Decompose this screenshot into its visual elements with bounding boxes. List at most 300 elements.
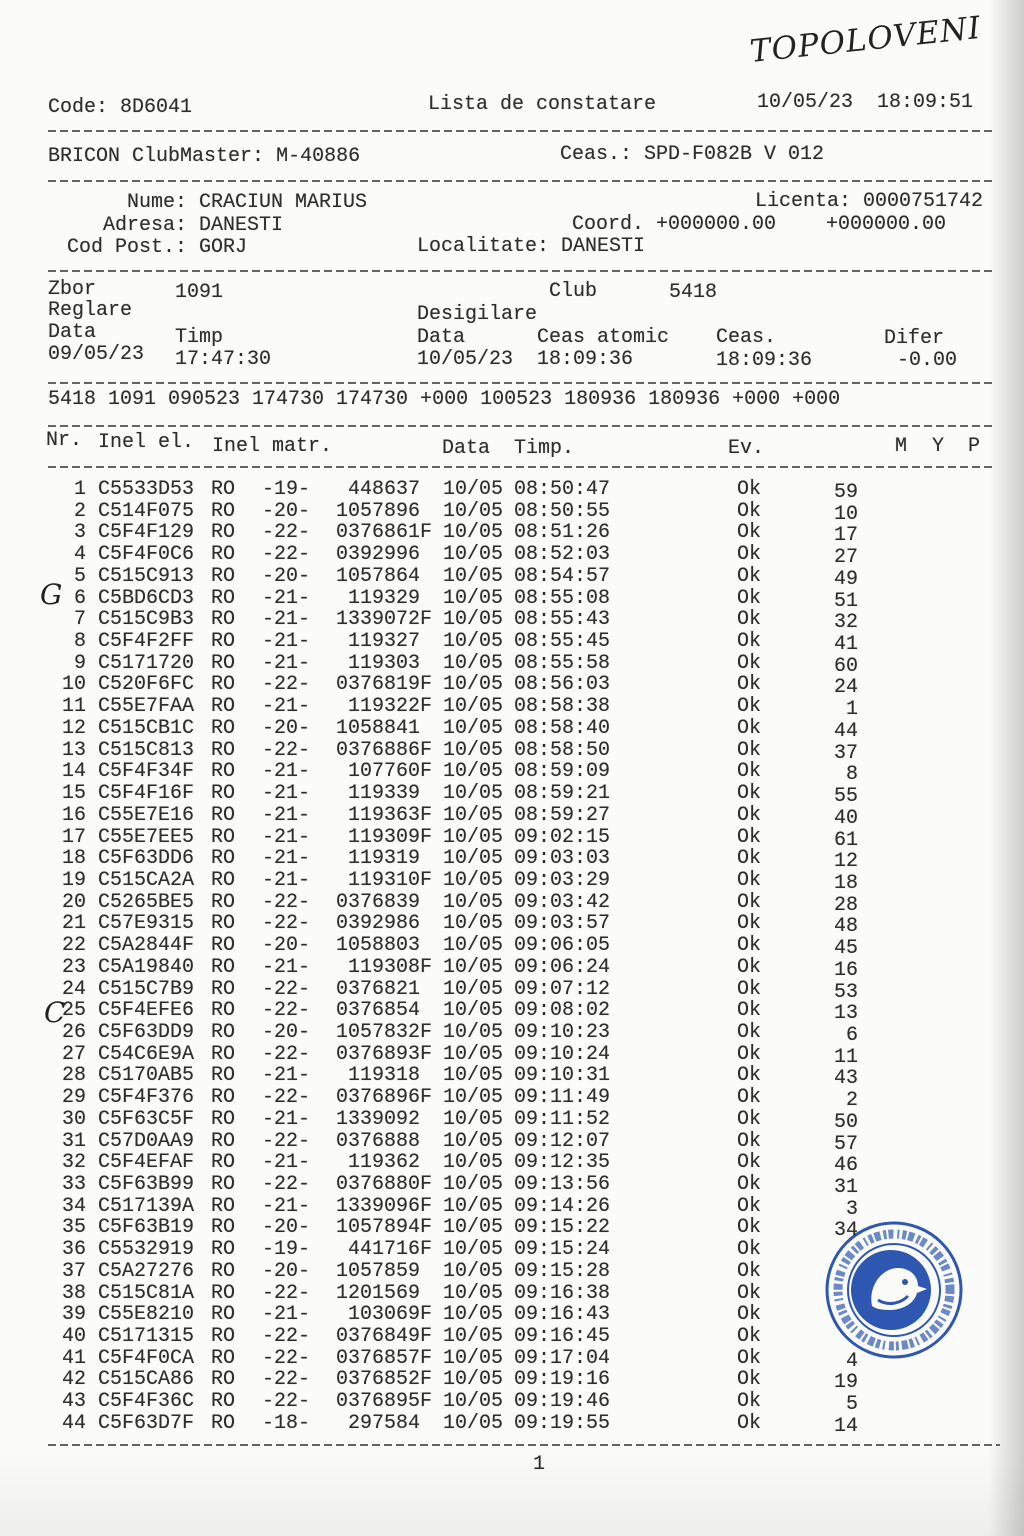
m-value: 16 — [833, 958, 858, 982]
ring-country: RO — [211, 1411, 236, 1435]
row-number: 23 — [61, 955, 86, 979]
ring-year: -22- — [262, 1042, 311, 1066]
row-number: 35 — [61, 1216, 86, 1240]
event-status: Ok — [737, 608, 762, 632]
ring-year: -21- — [262, 695, 311, 719]
arrival-time: 08:55:43 — [514, 608, 611, 632]
table-row — [0, 608, 1024, 635]
row-number: 26 — [61, 1020, 86, 1044]
report-code-label: Code: — [48, 96, 109, 119]
ring-year: -21- — [262, 955, 311, 979]
table-row — [0, 499, 1024, 526]
dashed-separator — [48, 180, 992, 182]
column-header-inel-el: Inel el. — [98, 431, 195, 454]
electronic-ring: C515CA2A — [98, 868, 195, 892]
arrival-date: 10/05 — [443, 1346, 504, 1370]
ring-number: 119327 — [347, 630, 420, 654]
table-row — [0, 890, 1024, 917]
electronic-ring: C515C813 — [98, 738, 195, 762]
coord-label: Coord. — [572, 213, 645, 236]
ring-year: -22- — [262, 1086, 311, 1110]
row-number: 30 — [61, 1107, 86, 1131]
ring-number: 0376821 — [335, 977, 420, 1001]
arrival-time: 09:15:22 — [514, 1216, 611, 1240]
arrival-date: 10/05 — [443, 868, 504, 892]
row-number: 39 — [61, 1303, 86, 1327]
event-status: Ok — [737, 1194, 762, 1218]
row-number: 27 — [61, 1042, 86, 1066]
ring-number: 1058841 — [335, 716, 420, 740]
arrival-date: 10/05 — [443, 782, 504, 806]
column-header-inel-matr: Inel matr. — [212, 435, 333, 458]
ring-country: RO — [211, 1216, 236, 1240]
ring-number: 441716F — [347, 1238, 432, 1262]
row-number: 5 — [73, 564, 86, 588]
arrival-time: 08:50:47 — [514, 478, 611, 501]
table-row — [0, 977, 1024, 1004]
ring-country: RO — [211, 1368, 236, 1392]
reglare-heading: Reglare — [48, 299, 133, 322]
arrival-date: 10/05 — [443, 1368, 504, 1392]
row-number: 28 — [61, 1064, 86, 1088]
reglare-time: 17:47:30 — [175, 348, 272, 371]
electronic-ring: C5F63B19 — [98, 1216, 195, 1240]
arrival-date: 10/05 — [443, 651, 504, 675]
ring-country: RO — [211, 1042, 236, 1066]
arrival-time: 08:58:50 — [514, 738, 611, 762]
m-value: 14 — [833, 1414, 858, 1438]
arrival-date: 10/05 — [443, 890, 504, 914]
ring-country: RO — [211, 1194, 236, 1218]
dashed-separator — [48, 466, 992, 468]
club-stamp — [822, 1218, 966, 1362]
handwritten-margin-mark: G — [40, 578, 63, 611]
club-label: Club — [549, 280, 598, 303]
ring-country: RO — [211, 695, 236, 719]
arrival-time: 09:03:29 — [514, 868, 611, 892]
arrival-time: 09:19:55 — [514, 1411, 611, 1435]
electronic-ring: C515CB1C — [98, 716, 195, 740]
handwritten-margin-mark: C — [44, 996, 66, 1029]
ring-country: RO — [211, 1129, 236, 1153]
event-status: Ok — [737, 1390, 762, 1414]
m-value: 45 — [833, 937, 858, 961]
desigilare-heading: Desigilare — [417, 303, 538, 326]
ring-number: 119310F — [347, 868, 432, 892]
arrival-date: 10/05 — [443, 1194, 504, 1218]
row-number: 1 — [73, 478, 86, 501]
ring-number: 1057894F — [335, 1216, 432, 1240]
report-date: 10/05/23 — [757, 91, 854, 114]
ring-number: 1339092 — [335, 1107, 420, 1131]
row-number: 36 — [61, 1238, 86, 1262]
m-value: 59 — [833, 481, 858, 504]
ring-country: RO — [211, 977, 236, 1001]
electronic-ring: C517139A — [98, 1194, 195, 1218]
row-number: 41 — [61, 1346, 86, 1370]
ring-country: RO — [211, 1259, 236, 1283]
m-value: 17 — [833, 524, 858, 548]
arrival-date: 10/05 — [443, 1390, 504, 1414]
arrival-date: 10/05 — [443, 999, 504, 1023]
row-number: 18 — [61, 847, 86, 871]
electronic-ring: C5F4F376 — [98, 1086, 195, 1110]
ring-country: RO — [211, 1107, 236, 1131]
event-status: Ok — [737, 651, 762, 675]
ring-year: -21- — [262, 1303, 311, 1327]
arrival-time: 08:50:55 — [514, 499, 611, 523]
m-value: 24 — [833, 676, 858, 700]
ring-country: RO — [211, 1151, 236, 1175]
ring-year: -20- — [262, 499, 311, 523]
table-row — [0, 825, 1024, 852]
owner-postcode: GORJ — [199, 236, 248, 259]
difference-value: -0.00 — [897, 349, 958, 372]
ring-country: RO — [211, 934, 236, 958]
arrival-time: 08:58:40 — [514, 716, 611, 740]
arrival-date: 10/05 — [443, 1064, 504, 1088]
locality-value: DANESTI — [561, 235, 646, 258]
ring-year: -22- — [262, 1390, 311, 1414]
table-row — [0, 934, 1024, 961]
column-header-nr: Nr. — [46, 429, 83, 452]
table-row — [0, 760, 1024, 787]
licence-value: 0000751742 — [863, 190, 984, 213]
table-row — [0, 1086, 1024, 1113]
electronic-ring: C515C9B3 — [98, 608, 195, 632]
arrival-date: 10/05 — [443, 1086, 504, 1110]
clubmaster-id: M-40886 — [276, 145, 361, 168]
ring-year: -22- — [262, 890, 311, 914]
ring-country: RO — [211, 999, 236, 1023]
row-number: 8 — [73, 630, 86, 654]
electronic-ring: C54C6E9A — [98, 1042, 195, 1066]
electronic-ring: C5F4F2FF — [98, 630, 195, 654]
ring-country: RO — [211, 543, 236, 567]
arrival-date: 10/05 — [443, 673, 504, 697]
arrival-time: 08:52:03 — [514, 543, 611, 567]
arrival-date: 10/05 — [443, 1151, 504, 1175]
arrival-date: 10/05 — [443, 912, 504, 936]
arrival-time: 09:08:02 — [514, 999, 611, 1023]
flight-number: 1091 — [175, 281, 224, 304]
dashed-separator — [48, 1444, 1000, 1446]
ring-year: -22- — [262, 912, 311, 936]
ring-country: RO — [211, 1086, 236, 1110]
m-value: 46 — [833, 1154, 858, 1178]
m-value: 34 — [833, 1219, 858, 1243]
arrival-time: 09:15:28 — [514, 1259, 611, 1283]
electronic-ring: C57E9315 — [98, 912, 195, 936]
event-status: Ok — [737, 1259, 762, 1283]
table-row — [0, 521, 1024, 548]
m-value: 28 — [833, 893, 858, 917]
event-status: Ok — [737, 1303, 762, 1327]
table-row — [0, 630, 1024, 657]
event-status: Ok — [737, 977, 762, 1001]
electronic-ring: C5A19840 — [98, 955, 195, 979]
row-number: 38 — [61, 1281, 86, 1305]
ring-country: RO — [211, 847, 236, 871]
table-row — [0, 803, 1024, 830]
arrival-date: 10/05 — [443, 1411, 504, 1435]
electronic-ring: C5F4EFE6 — [98, 999, 195, 1023]
row-number: 15 — [61, 782, 86, 806]
ring-year: -20- — [262, 716, 311, 740]
arrival-time: 09:13:56 — [514, 1173, 611, 1196]
arrival-date: 10/05 — [443, 1107, 504, 1131]
clock-label: Ceas.: — [560, 143, 633, 166]
ring-country: RO — [211, 760, 236, 784]
event-status: Ok — [737, 543, 762, 567]
dashed-separator — [48, 270, 992, 272]
arrival-date: 10/05 — [443, 1216, 504, 1240]
ring-number: 119322F — [347, 695, 432, 719]
ring-number: 0376819F — [335, 673, 432, 697]
ring-country: RO — [211, 478, 236, 501]
row-number: 4 — [73, 543, 86, 567]
m-value: 32 — [833, 611, 858, 635]
arrival-time: 08:54:57 — [514, 564, 611, 588]
arrival-date: 10/05 — [443, 955, 504, 979]
arrival-time: 09:02:15 — [514, 825, 611, 849]
event-status: Ok — [737, 1325, 762, 1349]
arrival-time: 09:03:57 — [514, 912, 611, 936]
arrival-time: 09:19:16 — [514, 1368, 611, 1392]
event-status: Ok — [737, 803, 762, 827]
arrival-date: 10/05 — [443, 695, 504, 719]
ring-year: -22- — [262, 738, 311, 762]
event-status: Ok — [737, 521, 762, 545]
table-row — [0, 1368, 1024, 1395]
ring-number: 119308F — [347, 955, 432, 979]
event-status: Ok — [737, 1173, 762, 1196]
m-value: 5 — [845, 1393, 858, 1417]
arrival-date: 10/05 — [443, 1281, 504, 1305]
arrival-date: 10/05 — [443, 1238, 504, 1262]
arrival-time: 09:03:03 — [514, 847, 611, 871]
ring-country: RO — [211, 564, 236, 588]
event-status: Ok — [737, 1281, 762, 1305]
m-value: 48 — [833, 915, 858, 939]
m-value: 4 — [845, 1349, 858, 1373]
ring-year: -21- — [262, 1107, 311, 1131]
arrival-date: 10/05 — [443, 1259, 504, 1283]
arrival-date: 10/05 — [443, 630, 504, 654]
event-status: Ok — [737, 1107, 762, 1131]
ring-country: RO — [211, 868, 236, 892]
event-status: Ok — [737, 999, 762, 1023]
ring-number: 0376852F — [335, 1368, 432, 1392]
table-row — [0, 1411, 1024, 1438]
ring-country: RO — [211, 1346, 236, 1370]
electronic-ring: C55E7E16 — [98, 803, 195, 827]
flight-label: Zbor — [48, 278, 97, 301]
clubmaster-label: BRICON ClubMaster: — [48, 145, 265, 168]
arrival-date: 10/05 — [443, 847, 504, 871]
row-number: 37 — [61, 1259, 86, 1283]
dashed-separator — [48, 425, 992, 427]
ring-number: 1058803 — [335, 934, 420, 958]
ring-number: 107760F — [347, 760, 432, 784]
m-value: 12 — [833, 850, 858, 874]
table-row — [0, 1390, 1024, 1417]
electronic-ring: C5170AB5 — [98, 1064, 195, 1088]
ring-year: -20- — [262, 564, 311, 588]
ring-country: RO — [211, 521, 236, 545]
ring-country: RO — [211, 955, 236, 979]
ring-year: -21- — [262, 847, 311, 871]
ring-number: 0376893F — [335, 1042, 432, 1066]
ring-number: 0376839 — [335, 890, 420, 914]
table-row — [0, 738, 1024, 765]
ring-year: -21- — [262, 782, 311, 806]
electronic-ring: C5533D53 — [98, 478, 195, 501]
ring-year: -20- — [262, 1020, 311, 1044]
ring-number: 0392986 — [335, 912, 420, 936]
ring-number: 119318 — [347, 1064, 420, 1088]
arrival-time: 09:16:45 — [514, 1325, 611, 1349]
m-value: 50 — [833, 1110, 858, 1134]
ring-year: -22- — [262, 1368, 311, 1392]
arrival-time: 09:10:23 — [514, 1020, 611, 1044]
ring-year: -22- — [262, 521, 311, 545]
report-code — [48, 97, 192, 119]
m-value: 61 — [833, 828, 858, 852]
ring-number: 1057859 — [335, 1259, 420, 1283]
m-value: 3 — [845, 1197, 858, 1221]
electronic-ring: C5265BE5 — [98, 890, 195, 914]
arrival-date: 10/05 — [443, 1042, 504, 1066]
ring-country: RO — [211, 1020, 236, 1044]
table-row — [0, 1064, 1024, 1091]
row-number: 25 — [61, 999, 86, 1023]
m-value: 8 — [845, 763, 858, 787]
ring-number: 119309F — [347, 825, 432, 849]
pigeon-seal-icon — [827, 1223, 961, 1357]
electronic-ring: C5F4F129 — [98, 521, 195, 545]
ring-country: RO — [211, 890, 236, 914]
ring-year: -22- — [262, 1281, 311, 1305]
report-time: 18:09:51 — [877, 91, 974, 114]
table-row — [0, 955, 1024, 982]
event-status: Ok — [737, 1346, 762, 1370]
electronic-ring: C514F075 — [98, 499, 195, 523]
ring-year: -21- — [262, 630, 311, 654]
postcode-label: Cod Post.: — [66, 236, 187, 259]
table-row — [0, 1020, 1024, 1047]
m-value: 2 — [845, 1089, 858, 1113]
arrival-time: 08:56:03 — [514, 673, 611, 697]
event-status: Ok — [737, 630, 762, 654]
row-number: 43 — [61, 1390, 86, 1414]
ring-year: -20- — [262, 934, 311, 958]
electronic-ring: C5171315 — [98, 1325, 195, 1349]
arrival-time: 08:58:38 — [514, 695, 611, 719]
owner-address: DANESTI — [199, 214, 284, 237]
arrival-time: 09:11:52 — [514, 1107, 611, 1131]
row-number: 33 — [61, 1173, 86, 1196]
table-row — [0, 564, 1024, 591]
ring-number: 0376886F — [335, 738, 432, 762]
m-value: 18 — [833, 871, 858, 895]
ring-country: RO — [211, 738, 236, 762]
ring-year: -21- — [262, 803, 311, 827]
arrival-date: 10/05 — [443, 478, 504, 501]
arrival-time: 08:55:45 — [514, 630, 611, 654]
table-row — [0, 868, 1024, 895]
clubmaster — [48, 146, 360, 168]
coordinates — [572, 214, 776, 236]
row-number: 14 — [61, 760, 86, 784]
ring-year: -22- — [262, 673, 311, 697]
owner-name: CRACIUN MARIUS — [199, 191, 368, 214]
arrival-time: 09:16:38 — [514, 1281, 611, 1305]
table-row — [0, 1194, 1024, 1221]
address-label: Adresa: — [102, 214, 187, 237]
ring-number: 297584 — [347, 1411, 420, 1435]
difference-label: Difer — [884, 327, 945, 350]
table-row — [0, 543, 1024, 570]
ring-country: RO — [211, 803, 236, 827]
ring-year: -21- — [262, 586, 311, 610]
arrival-time: 09:16:43 — [514, 1303, 611, 1327]
m-value: 49 — [833, 567, 858, 591]
arrival-time: 09:14:26 — [514, 1194, 611, 1218]
ring-country: RO — [211, 716, 236, 740]
arrival-time: 08:55:08 — [514, 586, 611, 610]
ring-year: -22- — [262, 1129, 311, 1153]
dashed-separator — [48, 382, 992, 384]
m-value: 55 — [833, 785, 858, 809]
ring-number: 119329 — [347, 586, 420, 610]
licence-label: Licenta: — [755, 190, 852, 213]
table-row — [0, 1129, 1024, 1156]
event-status: Ok — [737, 782, 762, 806]
ring-number: 1057864 — [335, 564, 420, 588]
electronic-ring: C55E8210 — [98, 1303, 195, 1327]
table-row — [0, 1151, 1024, 1178]
ring-country: RO — [211, 912, 236, 936]
arrival-date: 10/05 — [443, 977, 504, 1001]
event-status: Ok — [737, 1020, 762, 1044]
event-status: Ok — [737, 1368, 762, 1392]
m-value: 6 — [845, 1023, 858, 1047]
arrival-time: 08:59:27 — [514, 803, 611, 827]
event-status: Ok — [737, 847, 762, 871]
event-status: Ok — [737, 760, 762, 784]
ring-country: RO — [211, 630, 236, 654]
row-number: 34 — [61, 1194, 86, 1218]
column-header-timp: Timp. — [514, 437, 575, 460]
arrival-date: 10/05 — [443, 738, 504, 762]
ring-year: -19- — [262, 478, 311, 501]
report-timestamp — [757, 92, 973, 114]
table-row — [0, 695, 1024, 722]
electronic-ring: C5F4F34F — [98, 760, 195, 784]
arrival-date: 10/05 — [443, 803, 504, 827]
m-value: 41 — [833, 633, 858, 657]
electronic-ring: C5F63DD6 — [98, 847, 195, 871]
ring-number: 0376895F — [335, 1390, 432, 1414]
ring-number: 0376896F — [335, 1086, 432, 1110]
ring-number: 0376880F — [335, 1173, 432, 1196]
name-label: Nume: — [126, 191, 187, 214]
ring-number: 0376888 — [335, 1129, 420, 1153]
ring-year: -21- — [262, 760, 311, 784]
column-header-y: Y — [932, 435, 945, 458]
row-number: 20 — [61, 890, 86, 914]
